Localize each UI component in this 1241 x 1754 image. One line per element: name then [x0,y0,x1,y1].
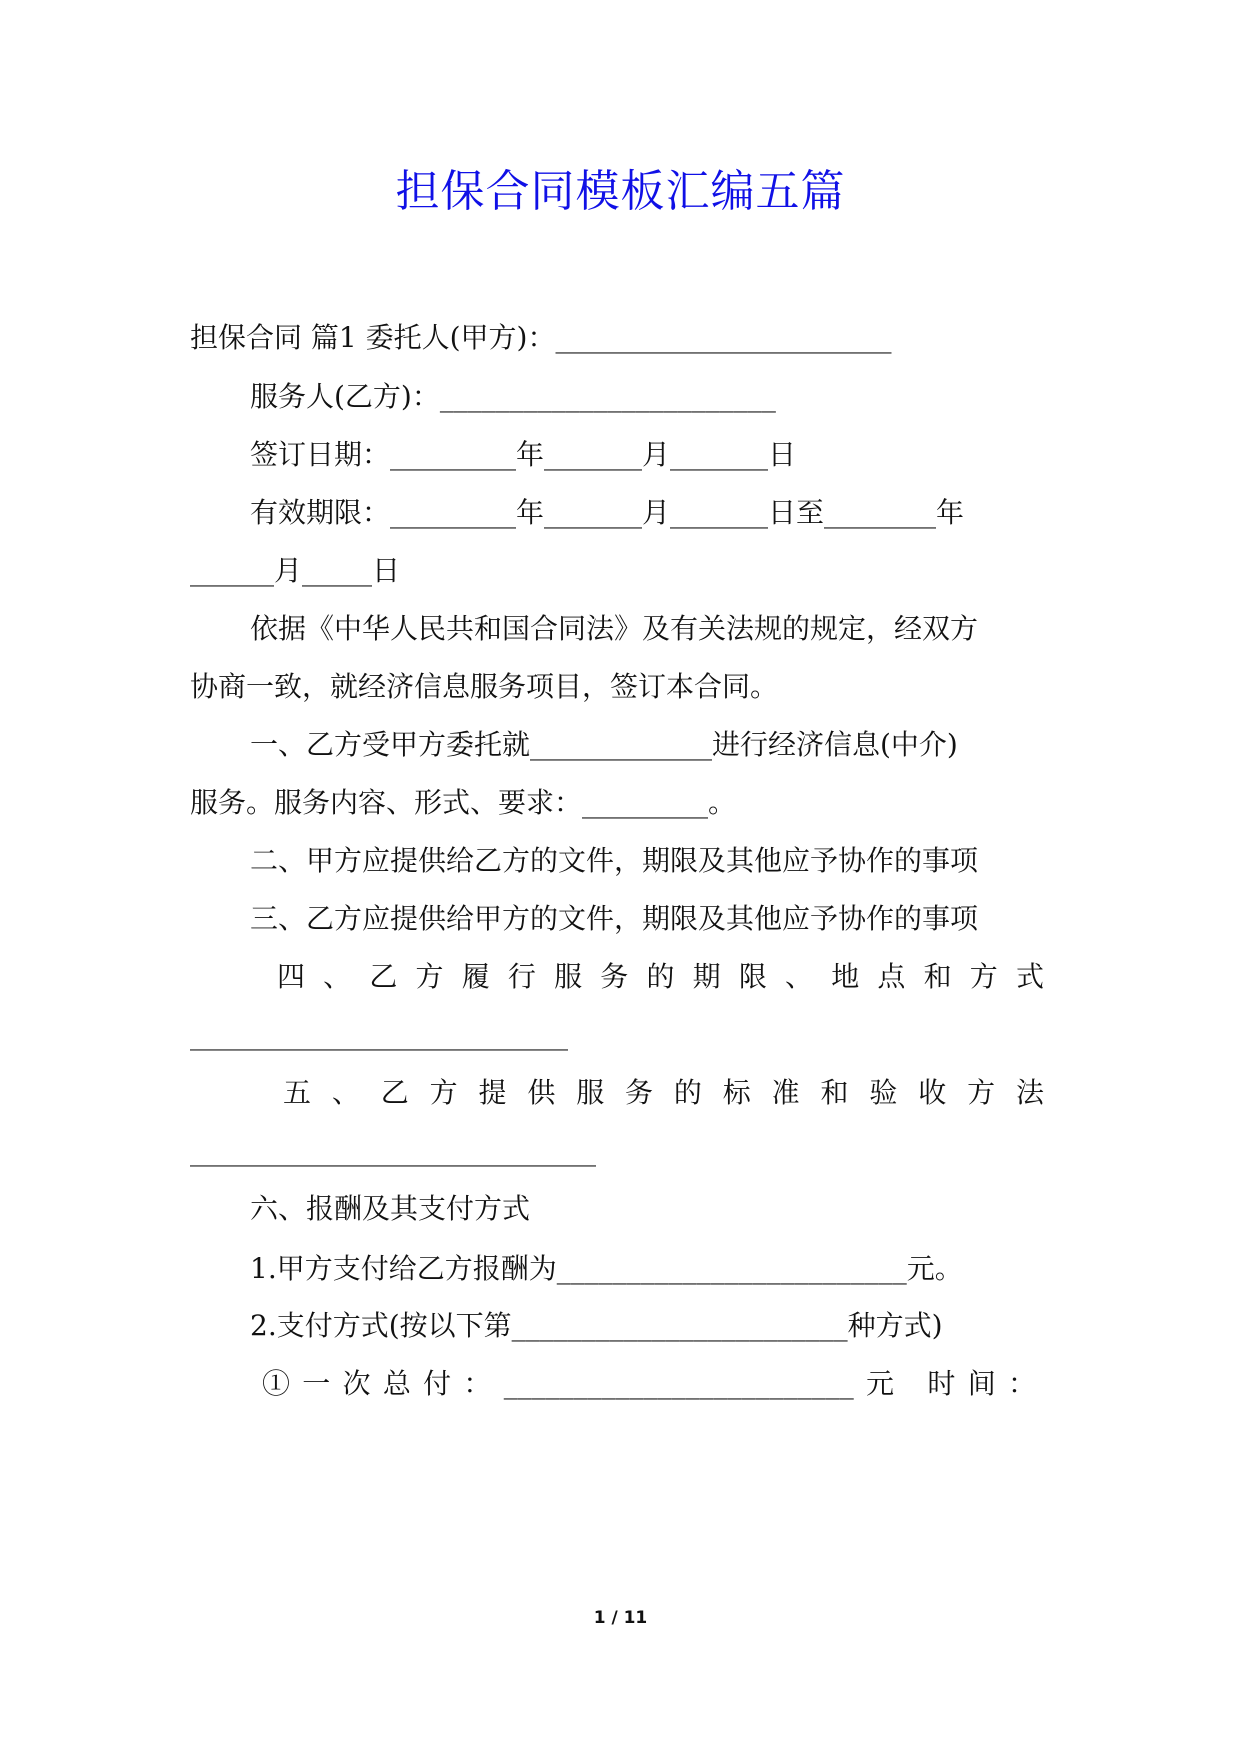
paragraph-line-clause-1-cont: 服务。服务内容、形式、要求：_________。 [190,786,737,819]
paragraph-line-clause-1: 一、乙方受甲方委托就_____________进行经济信息(中介) [250,728,958,761]
paragraph-line-service-party: 服务人(乙方)：________________________ [250,380,776,413]
paragraph-line-clause-6-2: 2.支付方式(按以下第________________________种方式) [250,1309,943,1342]
paragraph-line-validity-end: ______月_____日 [190,554,401,587]
paragraph-line-validity: 有效期限：_________年_______月_______日至________年 [250,496,965,529]
paragraph-line-clause-5: 五、乙方提供服务的标准和验收方法 [283,1076,1044,1109]
paragraph-line-clause-4-blank: ___________________________ [190,1018,568,1051]
paragraph-line-clause-3: 三、乙方应提供给甲方的文件，期限及其他应予协作的事项 [250,902,979,935]
paragraph-line-basis-cont: 协商一致，就经济信息服务项目，签订本合同。 [190,670,779,703]
paragraph-line-clause-2: 二、甲方应提供给乙方的文件，期限及其他应予协作的事项 [250,844,979,877]
page-indicator: 1 / 11 [593,1608,648,1628]
paragraph-line-clause-6-1: 1.甲方支付给乙方报酬为_________________________元。 [250,1252,963,1285]
paragraph-line-basis: 依据《中华人民共和国合同法》及有关法规的规定，经双方 [250,612,979,645]
paragraph-line-sign-date: 签订日期：_________年_______月_______日 [250,438,797,471]
paragraph-line-clause-6-2-1: ①一次总付：_________________________元 时间： [262,1367,1036,1400]
paragraph-line-clause-4: 四、乙方履行服务的期限、地点和方式 [277,960,1044,993]
paragraph-line-clause-5-blank: _____________________________ [190,1134,596,1167]
document-title: 担保合同模板汇编五篇 [395,166,846,217]
paragraph-line-clause-6: 六、报酬及其支付方式 [250,1192,531,1225]
paragraph-line-contract-header: 担保合同 篇1 委托人(甲方)：________________________ [190,321,892,354]
